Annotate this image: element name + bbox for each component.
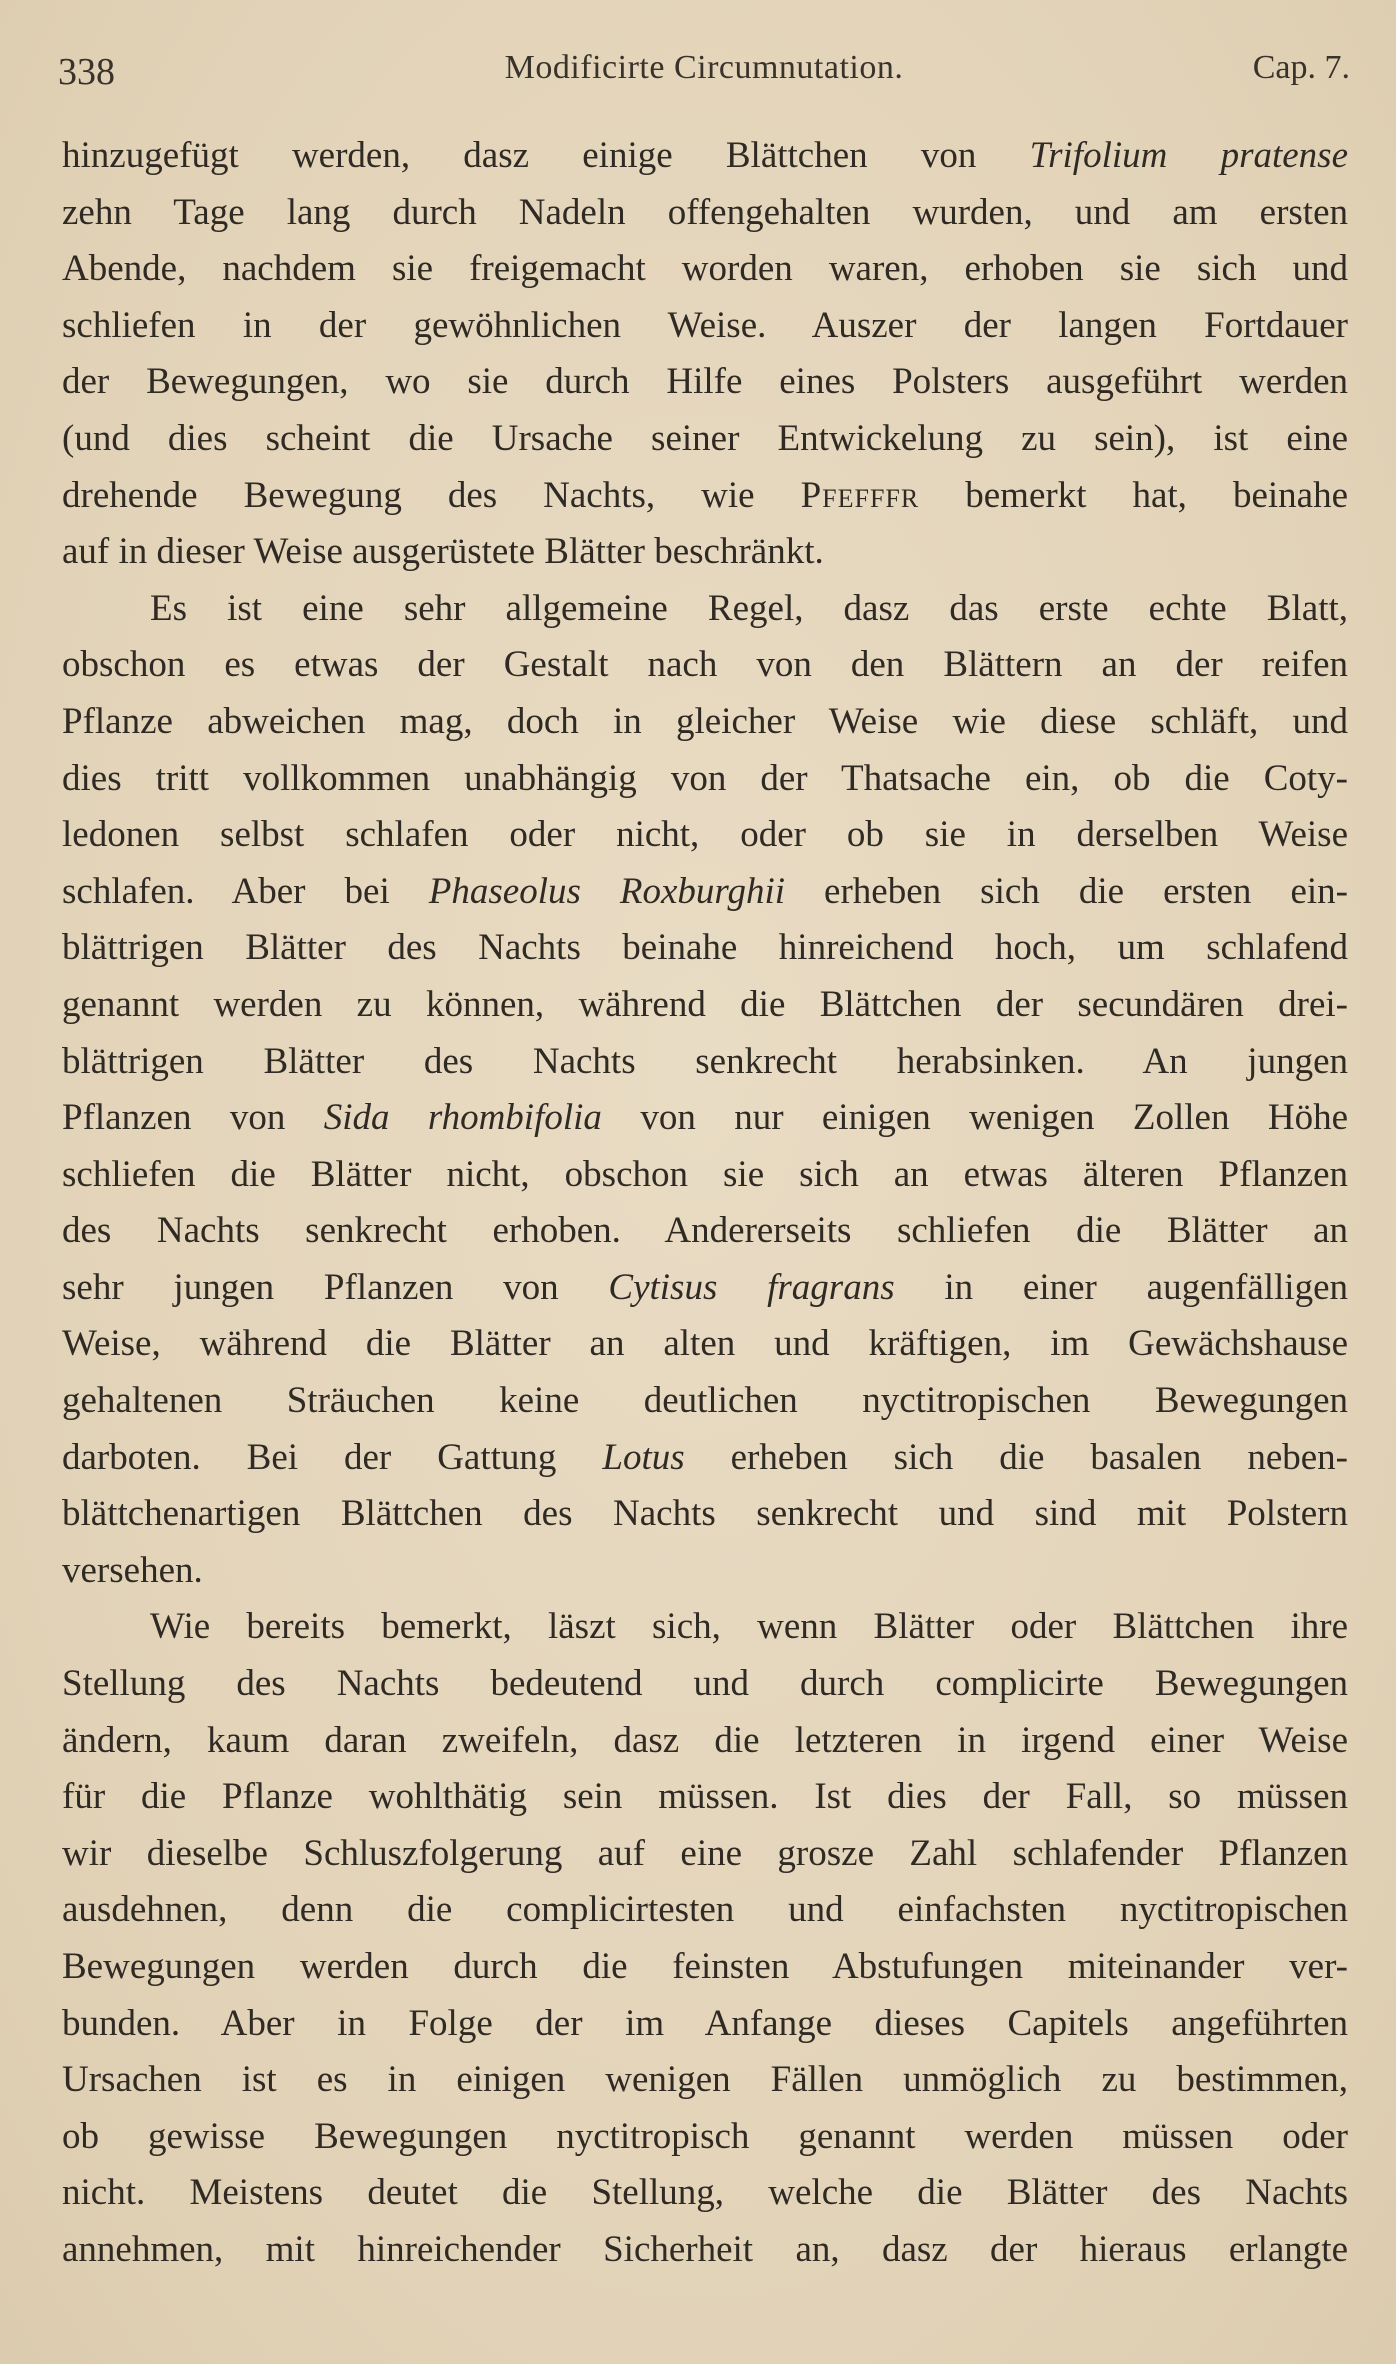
chapter-reference: Cap. 7. (1252, 49, 1350, 86)
text-line: ausdehnen, denn die complicirtesten und einfachsten nyctitropischen (62, 1889, 1348, 1931)
text-line: blättrigen Blätter des Nachts senkrecht herabsinken. An jungen (62, 1040, 1348, 1082)
running-title: Modificirte Circumnutation. (504, 49, 904, 86)
text-line: Bewegungen werden durch die feinsten Abstufungen miteinander ver- (62, 1946, 1348, 1987)
text-line: Weise, während die Blätter an alten und kräftigen, im Gewächshause (62, 1323, 1348, 1365)
text-line: ob gewisse Bewegungen nyctitropisch genannt werden müssen oder (62, 2115, 1348, 2157)
text-line: dies tritt vollkommen unabhängig von der Thatsache ein, ob die Coty- (62, 757, 1348, 799)
text-line: ledonen selbst schlafen oder nicht, oder ob sie in derselben Weise (62, 814, 1348, 856)
text-line: wir dieselbe Schluszfolgerung auf eine grosze Zahl schlafender Pflanzen (62, 1832, 1348, 1874)
text-line: darboten. Bei der Gattung Lotus erheben sich die basalen neben- (62, 1436, 1348, 1478)
text-line: hinzugefügt werden, dasz einige Blättchen von Trifolium pratense (62, 135, 1348, 176)
body-text (62, 128, 1348, 2279)
text-line: genannt werden zu können, während die Blättchen der secundären drei- (62, 983, 1348, 1025)
text-line: des Nachts senkrecht erhoben. Andererseits schliefen die Blätter an (62, 1210, 1348, 1252)
text-line: Es ist eine sehr allgemeine Regel, dasz das erste echte Blatt, (150, 587, 1348, 629)
text-line: sehr jungen Pflanzen von Cytisus fragrans in einer augenfälligen (62, 1266, 1348, 1308)
page-number: 338 (58, 51, 115, 93)
text-line: Abende, nachdem sie freigemacht worden waren, erhoben sie sich und (62, 248, 1348, 290)
text-line: schlafen. Aber bei Phaseolus Roxburghii erheben sich die ersten ein- (62, 870, 1348, 912)
text-line: der Bewegungen, wo sie durch Hilfe eines Polsters ausgeführt werden (62, 361, 1348, 403)
running-head (58, 40, 1350, 96)
text-line: gehaltenen Sträuchen keine deutlichen nyctitropischen Bewegungen (62, 1380, 1348, 1422)
text-line: bunden. Aber in Folge der im Anfange dieses Capitels angeführten (62, 2002, 1348, 2044)
text-line: zehn Tage lang durch Nadeln offengehalten wurden, und am ersten (62, 191, 1348, 233)
text-line: (und dies scheint die Ursache seiner Entwickelung zu sein), ist eine (62, 417, 1348, 459)
text-line: ändern, kaum daran zweifeln, dasz die letzteren in irgend einer Weise (62, 1719, 1348, 1761)
text-line: für die Pflanze wohlthätig sein müssen. Ist dies der Fall, so müssen (62, 1776, 1348, 1818)
text-line: Stellung des Nachts bedeutend und durch complicirte Bewegungen (62, 1663, 1348, 1705)
text-line: Pflanze abweichen mag, doch in gleicher Weise wie diese schläft, und (62, 700, 1348, 742)
text-line: annehmen, mit hinreichender Sicherheit an, dasz der hieraus erlangte (62, 2228, 1348, 2270)
text-line: auf in dieser Weise ausgerüstete Blätter beschränkt. (62, 531, 824, 573)
text-line: nicht. Meistens deutet die Stellung, welche die Blätter des Nachts (62, 2172, 1348, 2214)
text-line: schliefen in der gewöhnlichen Weise. Auszer der langen Fortdauer (62, 304, 1348, 346)
text-line: versehen. (62, 1549, 203, 1591)
text-line: obschon es etwas der Gestalt nach von den Blättern an der reifen (62, 644, 1348, 686)
text-line: Wie bereits bemerkt, läszt sich, wenn Blätter oder Blättchen ihre (150, 1606, 1348, 1648)
text-line: blättrigen Blätter des Nachts beinahe hinreichend hoch, um schlafend (62, 927, 1348, 969)
text-line: Ursachen ist es in einigen wenigen Fällen unmöglich zu bestimmen, (62, 2059, 1348, 2101)
text-line: blättchenartigen Blättchen des Nachts senkrecht und sind mit Polstern (62, 1493, 1348, 1535)
text-line: Pflanzen von Sida rhombifolia von nur einigen wenigen Zollen Höhe (62, 1097, 1348, 1139)
text-line: drehende Bewegung des Nachts, wie Pfefffr bemerkt hat, beinahe (62, 474, 1348, 516)
text-line: schliefen die Blätter nicht, obschon sie sich an etwas älteren Pflanzen (62, 1153, 1348, 1195)
